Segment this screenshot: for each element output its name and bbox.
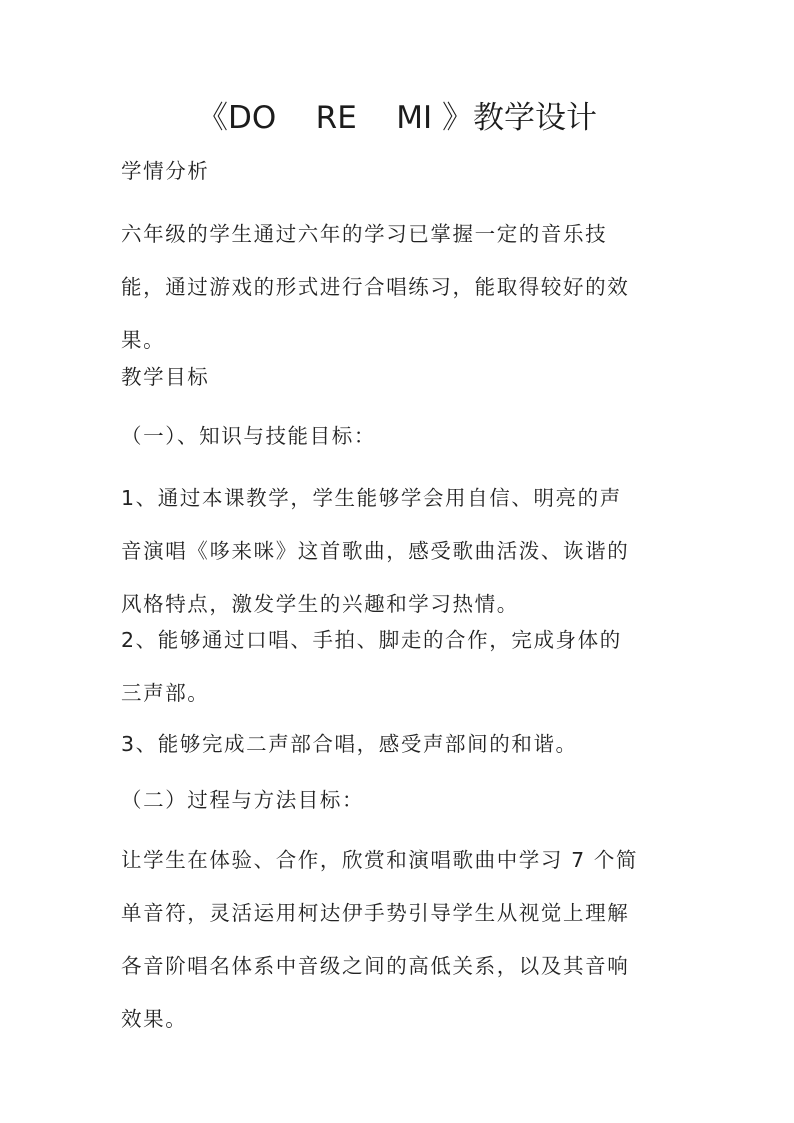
paragraph-line: 效果。 bbox=[121, 1007, 188, 1031]
subheading-knowledge-skills bbox=[121, 410, 681, 463]
paragraph-line: 1、通过本课教学，学生能够学会用自信、明亮的声 bbox=[121, 486, 622, 510]
goal-item-1 bbox=[121, 472, 681, 631]
document-title: 《DO RE MI 》教学设计 bbox=[197, 100, 597, 136]
heading-text: 教学目标 bbox=[121, 365, 210, 389]
heading-text: （二）过程与方法目标： bbox=[121, 788, 365, 812]
paragraph-line: 3、能够完成二声部合唱，感受声部间的和谐。 bbox=[121, 732, 578, 756]
paragraph-line: 单音符，灵活运用柯达伊手势引导学生从视觉上理解 bbox=[121, 901, 630, 925]
paragraph-process bbox=[121, 834, 681, 1046]
paragraph-analysis bbox=[121, 208, 681, 367]
paragraph-line: 让学生在体验、合作，欣赏和演唱歌曲中学习 7 个简 bbox=[121, 848, 639, 872]
paragraph-line: 音演唱《哆来咪》这首歌曲，感受歌曲活泼、诙谐的 bbox=[121, 539, 630, 563]
paragraph-line: 六年级的学生通过六年的学习已掌握一定的音乐技 bbox=[121, 222, 608, 246]
paragraph-line: 风格特点，激发学生的兴趣和学习热情。 bbox=[121, 592, 519, 616]
section-heading-analysis bbox=[121, 145, 681, 198]
section-heading-goals bbox=[121, 351, 681, 404]
heading-text: （一）、知识与技能目标： bbox=[121, 424, 376, 448]
paragraph-line: 各音阶唱名体系中音级之间的高低关系，以及其音响 bbox=[121, 954, 630, 978]
goal-item-3 bbox=[121, 718, 681, 771]
paragraph-line: 三声部。 bbox=[121, 681, 210, 705]
paragraph-line: 2、能够通过口唱、手拍、脚走的合作，完成身体的 bbox=[121, 628, 622, 652]
goal-item-2 bbox=[121, 614, 681, 720]
subheading-process-methods bbox=[121, 774, 681, 827]
paragraph-line: 果。 bbox=[121, 328, 166, 352]
heading-text: 学情分析 bbox=[121, 159, 210, 183]
paragraph-line: 能，通过游戏的形式进行合唱练习，能取得较好的效 bbox=[121, 275, 630, 299]
